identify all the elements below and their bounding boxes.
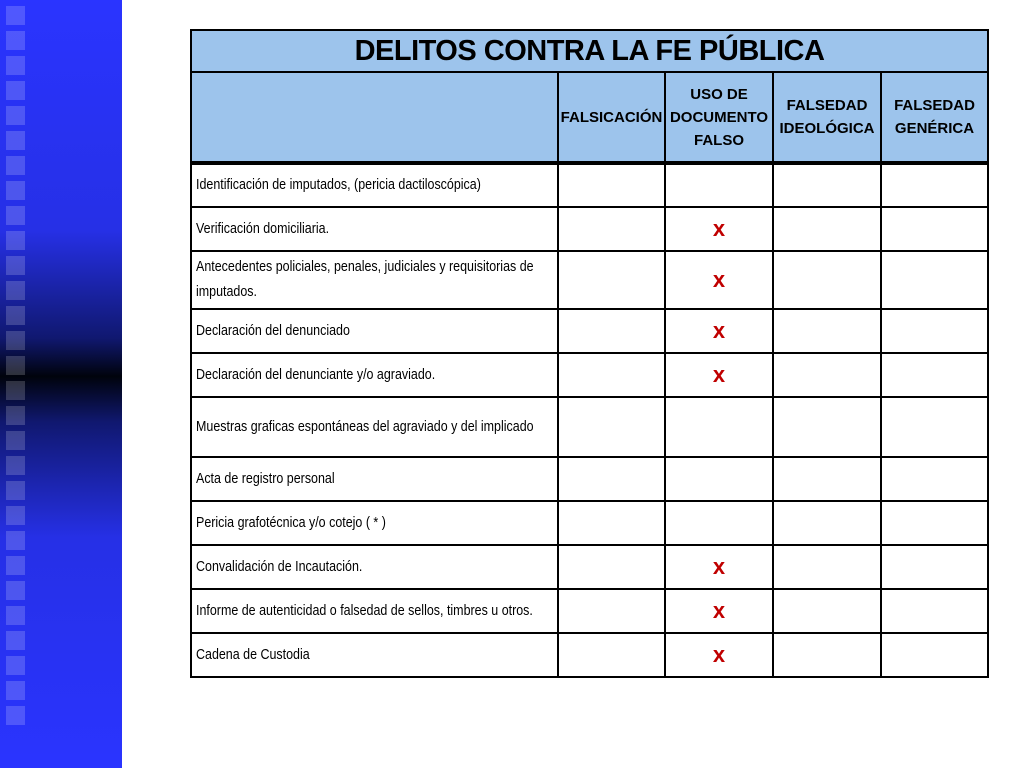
table-row (191, 457, 988, 501)
column-header-label: FALSEDAD IDEOLÓGICA (779, 97, 875, 137)
mark-cell (558, 457, 665, 501)
row-label: Informe de autenticidad o falsedad de sellos, timbres u otros. (196, 602, 533, 619)
table-row (191, 251, 988, 309)
x-mark: x (712, 216, 726, 241)
decorative-square (6, 706, 25, 725)
mark-cell (558, 501, 665, 545)
decorative-square (6, 631, 25, 650)
x-mark: x (712, 362, 726, 387)
row-label: Antecedentes policiales, penales, judiciales y requisitorias de imputados. (196, 259, 534, 300)
row-label-cell (191, 309, 558, 353)
decorative-square (6, 581, 25, 600)
mark-cell (558, 633, 665, 677)
row-label: Declaración del denunciado (196, 322, 350, 339)
row-label-cell (191, 207, 558, 251)
mark-cell (773, 457, 881, 501)
mark-cell (773, 207, 881, 251)
decorative-square (6, 81, 25, 100)
table-body (191, 163, 988, 677)
mark-cell (881, 545, 988, 589)
mark-cell (665, 633, 773, 677)
row-label: Cadena de Custodia (196, 646, 310, 663)
row-label: Acta de registro personal (196, 470, 335, 487)
mark-cell (665, 457, 773, 501)
decorative-square (6, 306, 25, 325)
mark-cell (558, 309, 665, 353)
mark-cell (773, 163, 881, 207)
decorative-square (6, 656, 25, 675)
decorative-square (6, 531, 25, 550)
column-header-uso-documento-falso (665, 72, 773, 163)
row-label-cell (191, 353, 558, 397)
column-header-falsedad-ideologica (773, 72, 881, 163)
row-label: Pericia grafotécnica y/o cotejo ( * ) (196, 514, 386, 531)
mark-cell (881, 353, 988, 397)
x-mark: x (712, 642, 726, 667)
table-row (191, 501, 988, 545)
table-row (191, 207, 988, 251)
x-mark: x (712, 318, 726, 343)
row-label: Identificación de imputados, (pericia dactiloscópica) (196, 177, 481, 193)
mark-cell (665, 251, 773, 309)
x-mark: x (712, 554, 726, 579)
column-header-row (191, 72, 988, 163)
mark-cell (558, 207, 665, 251)
mark-cell (665, 501, 773, 545)
mark-cell (881, 207, 988, 251)
crimes-evidence-table (190, 29, 989, 678)
mark-cell (558, 251, 665, 309)
decorative-square (6, 156, 25, 175)
row-label: Declaración del denunciante y/o agraviado. (196, 366, 436, 383)
decorative-square (6, 231, 25, 250)
mark-cell (558, 353, 665, 397)
table-row (191, 633, 988, 677)
mark-cell (558, 163, 665, 207)
row-label-cell (191, 633, 558, 677)
mark-cell (881, 457, 988, 501)
x-mark: x (712, 267, 726, 292)
decorative-square (6, 406, 25, 425)
mark-cell (665, 353, 773, 397)
mark-cell (665, 545, 773, 589)
table-row (191, 589, 988, 633)
mark-cell (773, 545, 881, 589)
decorative-square (6, 331, 25, 350)
mark-cell (773, 353, 881, 397)
column-header-label: USO DE DOCUMENTO FALSO (669, 85, 769, 149)
mark-cell (665, 163, 773, 207)
decorative-square (6, 56, 25, 75)
column-header-label: FALSEDAD GENÉRICA (894, 97, 975, 137)
row-label-cell (191, 501, 558, 545)
mark-cell (881, 397, 988, 457)
decorative-square (6, 31, 25, 50)
column-header-falsicacion (558, 72, 665, 163)
column-header-blank (191, 72, 558, 163)
mark-cell (773, 251, 881, 309)
decorative-square (6, 106, 25, 125)
table-row (191, 353, 988, 397)
mark-cell (881, 309, 988, 353)
left-decorative-bar (0, 0, 122, 768)
mark-cell (558, 545, 665, 589)
mark-cell (773, 309, 881, 353)
row-label-cell (191, 457, 558, 501)
row-label-cell (191, 163, 558, 207)
mark-cell (881, 251, 988, 309)
row-label-cell (191, 251, 558, 309)
row-label-cell (191, 545, 558, 589)
decorative-square (6, 131, 25, 150)
mark-cell (558, 397, 665, 457)
row-label: Convalidación de Incautación. (196, 558, 363, 575)
decorative-square (6, 206, 25, 225)
mark-cell (881, 163, 988, 207)
column-header-falsedad-generica (881, 72, 988, 163)
decorative-square (6, 481, 25, 500)
table-row (191, 309, 988, 353)
decorative-square (6, 506, 25, 525)
decorative-square (6, 431, 25, 450)
decorative-square (6, 256, 25, 275)
decorative-square (6, 6, 25, 25)
table-row (191, 545, 988, 589)
decorative-square (6, 281, 25, 300)
mark-cell (773, 397, 881, 457)
decorative-square (6, 606, 25, 625)
row-label-cell (191, 589, 558, 633)
mark-cell (881, 589, 988, 633)
decorative-square (6, 381, 25, 400)
decorative-square (6, 681, 25, 700)
column-header-label: FALSICACIÓN (560, 108, 663, 126)
table-title: DELITOS CONTRA LA FE PÚBLICA (191, 30, 988, 72)
decorative-squares (6, 6, 28, 731)
mark-cell (665, 207, 773, 251)
mark-cell (881, 633, 988, 677)
decorative-square (6, 181, 25, 200)
mark-cell (773, 501, 881, 545)
row-label: Muestras graficas espontáneas del agraviado y del implicado (196, 418, 534, 435)
table-row (191, 163, 988, 207)
mark-cell (881, 501, 988, 545)
x-mark: x (712, 598, 726, 623)
mark-cell (665, 397, 773, 457)
row-label-cell (191, 397, 558, 457)
mark-cell (558, 589, 665, 633)
decorative-square (6, 556, 25, 575)
row-label: Verificación domiciliaria. (196, 220, 330, 237)
decorative-square (6, 356, 25, 375)
mark-cell (773, 633, 881, 677)
mark-cell (665, 309, 773, 353)
mark-cell (665, 589, 773, 633)
decorative-square (6, 456, 25, 475)
table-row (191, 397, 988, 457)
mark-cell (773, 589, 881, 633)
